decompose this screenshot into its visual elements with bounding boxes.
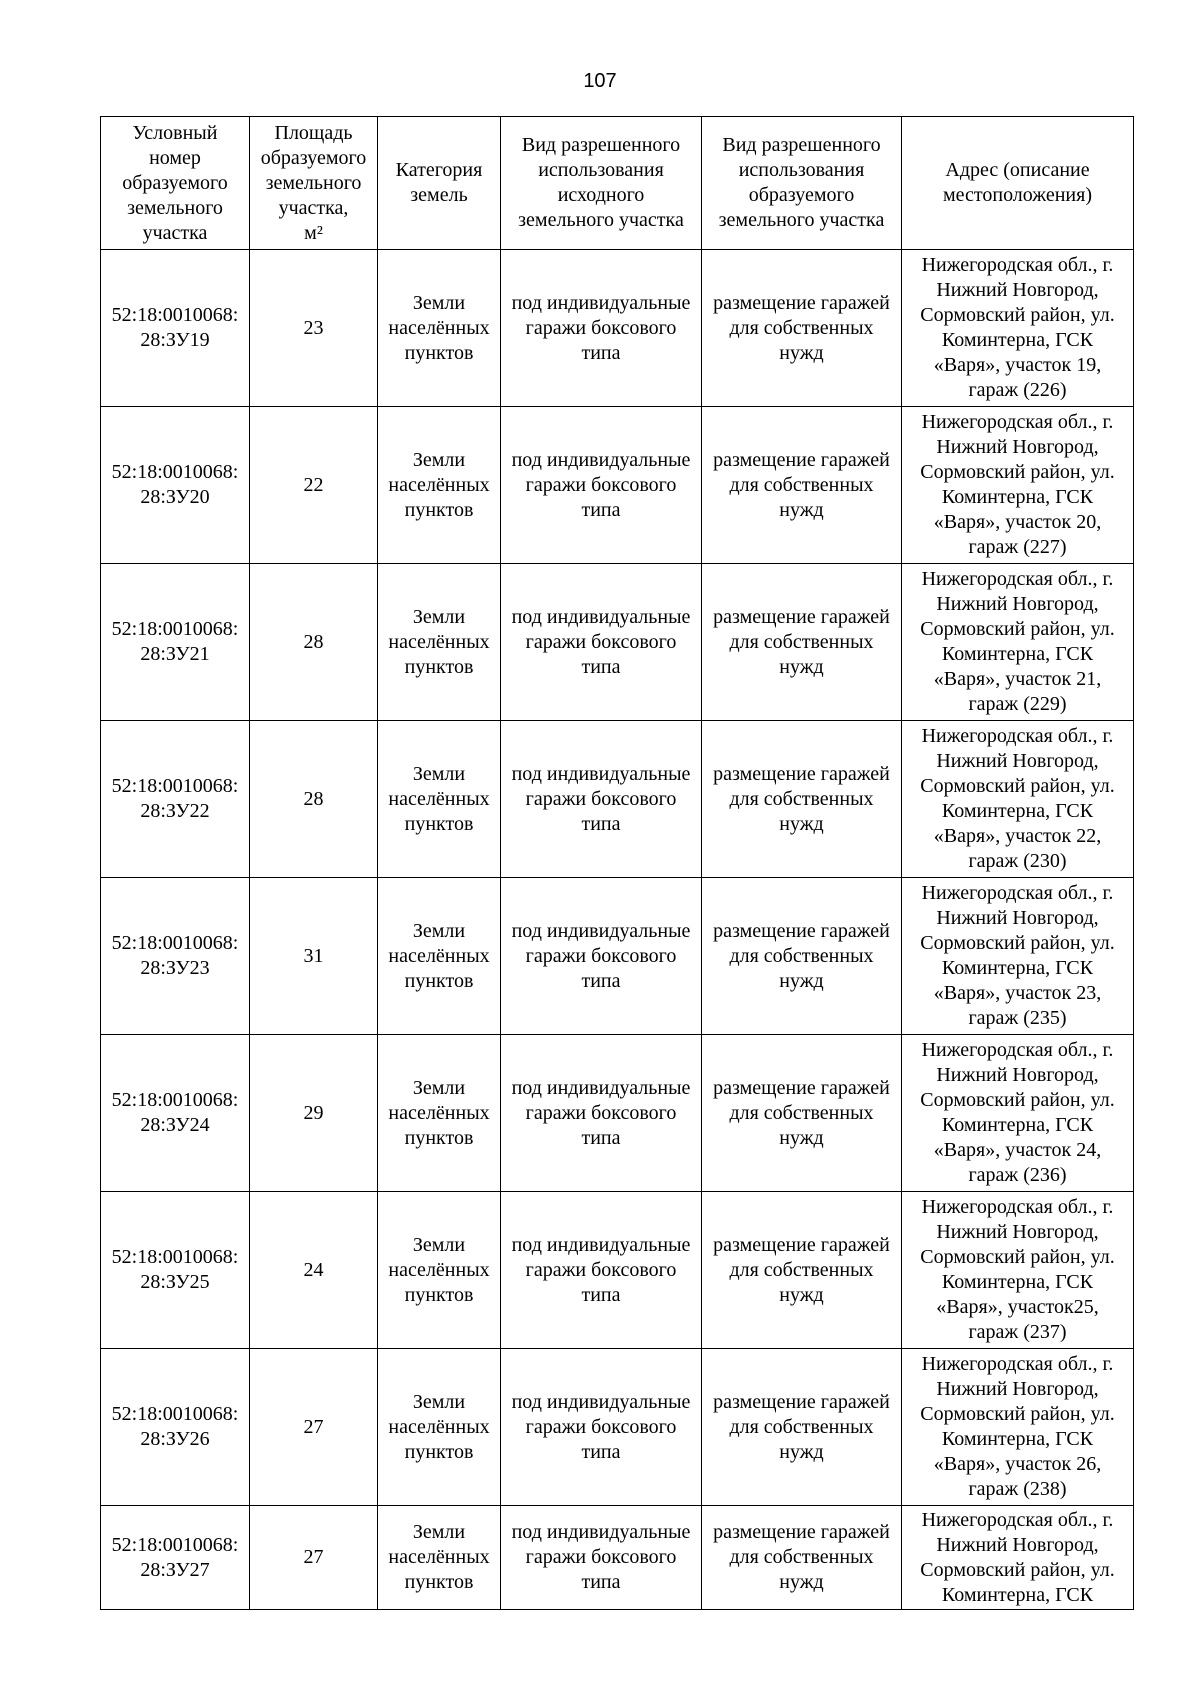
cell-line: 52:18:0010068:: [111, 618, 239, 640]
table-body: [101, 250, 1134, 1610]
cell-line: под индивидуальные: [511, 1521, 691, 1543]
cell-line: Сормовский район, ул.: [920, 304, 1115, 326]
cell-line: для собственных: [729, 1258, 874, 1281]
cell-line: нужд: [779, 341, 824, 364]
cell-line: Площадь: [274, 121, 353, 144]
area-cell: 27: [250, 1506, 378, 1610]
cell-line: Условный: [132, 121, 218, 144]
cell-line: Земли: [412, 1390, 466, 1413]
cell-line: «Варя», участок 21,: [933, 668, 1102, 690]
cell-line: нужд: [779, 498, 824, 521]
cell-line: Нижегородская обл., г.: [921, 1353, 1114, 1375]
cell-line: Коминтерна, ГСК: [941, 800, 1094, 822]
cell-line: 28:ЗУ26: [140, 1428, 210, 1450]
cell-line: 28:ЗУ21: [140, 643, 210, 665]
cell-line: гаражи боксового: [525, 1258, 677, 1281]
cell-line: для собственных: [729, 1546, 874, 1568]
source-permitted-use-cell: [501, 250, 702, 407]
cell-line: Земли: [412, 1521, 466, 1543]
cell-line: населённых: [388, 1101, 490, 1124]
target-permitted-use-cell: [702, 1506, 902, 1610]
cell-line: нужд: [779, 812, 824, 835]
address-cell: [902, 1035, 1134, 1192]
cell-line: гаражи боксового: [525, 787, 677, 810]
table-header-row: [101, 117, 1134, 250]
address-cell: [902, 564, 1134, 721]
cell-line: земельного участка: [718, 209, 885, 231]
cell-line: гараж (227): [968, 536, 1067, 558]
cell-line: пунктов: [404, 1440, 474, 1463]
plot-number-cell: [101, 564, 250, 721]
cell-line: типа: [581, 969, 621, 992]
cell-line: Земли: [412, 762, 466, 785]
header-source-permitted-use: [501, 117, 702, 250]
area-cell: 28: [250, 721, 378, 878]
cell-line: Сормовский район, ул.: [920, 1403, 1115, 1425]
cell-line: под индивидуальные: [511, 291, 691, 314]
cell-line: «Варя», участок 22,: [933, 825, 1102, 847]
cell-line: исходного: [557, 184, 645, 206]
cell-line: 28:ЗУ25: [140, 1271, 210, 1293]
cell-line: населённых: [388, 1258, 490, 1281]
cell-line: нужд: [779, 1571, 824, 1593]
cell-line: под индивидуальные: [511, 448, 691, 471]
cell-line: населённых: [388, 473, 490, 496]
plot-number-cell: [101, 721, 250, 878]
target-permitted-use-cell: [702, 721, 902, 878]
cell-line: размещение гаражей: [713, 1390, 890, 1413]
target-permitted-use-cell: [702, 878, 902, 1035]
cell-line: «Варя», участок 24,: [933, 1139, 1102, 1161]
cell-line: Нижегородская обл., г.: [921, 568, 1114, 590]
cell-line: Нижний Новгород,: [936, 1378, 1099, 1400]
plot-number-cell: [101, 250, 250, 407]
cell-line: Сормовский район, ул.: [920, 775, 1115, 797]
cell-line: под индивидуальные: [511, 1233, 691, 1256]
cell-line: гаражи боксового: [525, 1415, 677, 1438]
header-address: [902, 117, 1134, 250]
area-cell: 31: [250, 878, 378, 1035]
cell-line: населённых: [388, 944, 490, 967]
area-cell: 28: [250, 564, 378, 721]
address-cell: [902, 1192, 1134, 1349]
cell-line: под индивидуальные: [511, 762, 691, 785]
cell-line: типа: [581, 1283, 621, 1306]
cell-line: местоположения): [942, 184, 1092, 206]
land-category-cell: [378, 878, 501, 1035]
address-cell: [902, 250, 1134, 407]
source-permitted-use-cell: [501, 407, 702, 564]
cell-line: гаражи боксового: [525, 1546, 677, 1568]
cell-line: Вид разрешенного: [722, 134, 881, 156]
cell-line: населённых: [388, 630, 490, 653]
table-row: [101, 1035, 1134, 1192]
area-cell: 22: [250, 407, 378, 564]
cell-line: размещение гаражей: [713, 762, 890, 785]
cell-line: Нижегородская обл., г.: [921, 411, 1114, 433]
cell-line: м²: [304, 221, 323, 244]
cell-line: 52:18:0010068:: [111, 461, 239, 483]
source-permitted-use-cell: [501, 564, 702, 721]
table-row: [101, 407, 1134, 564]
cell-line: 28:ЗУ27: [140, 1558, 210, 1581]
cell-line: типа: [581, 655, 621, 678]
cell-line: «Варя», участок 23,: [933, 982, 1102, 1004]
address-cell: [902, 407, 1134, 564]
target-permitted-use-cell: [702, 1349, 902, 1506]
cell-line: для собственных: [729, 473, 874, 496]
cell-line: Коминтерна, ГСК: [941, 1271, 1094, 1293]
cell-line: Нижний Новгород,: [936, 1064, 1099, 1086]
cell-line: под индивидуальные: [511, 919, 691, 942]
table-row: [101, 1506, 1134, 1610]
table-row: [101, 878, 1134, 1035]
cell-line: размещение гаражей: [713, 605, 890, 628]
cell-line: 52:18:0010068:: [111, 304, 239, 326]
cell-line: размещение гаражей: [713, 448, 890, 471]
cell-line: типа: [581, 498, 621, 521]
area-cell: 27: [250, 1349, 378, 1506]
cell-line: земельного участка: [518, 209, 684, 231]
cell-line: Сормовский район, ул.: [920, 1089, 1115, 1111]
cell-line: «Варя», участок25,: [936, 1296, 1099, 1318]
cell-line: Сормовский район, ул.: [920, 461, 1115, 483]
cell-line: Сормовский район, ул.: [920, 618, 1115, 640]
cell-line: Нижний Новгород,: [936, 750, 1099, 772]
plot-number-cell: [101, 1035, 250, 1192]
cell-line: типа: [581, 1571, 621, 1593]
cell-line: населённых: [388, 1546, 490, 1568]
header-target-permitted-use: [702, 117, 902, 250]
plot-number-cell: [101, 407, 250, 564]
cell-line: 52:18:0010068:: [111, 775, 239, 797]
cell-line: 28:ЗУ20: [140, 486, 210, 508]
cell-line: земельного: [127, 196, 223, 219]
cell-line: земель: [410, 184, 468, 206]
cell-line: 28:ЗУ22: [140, 800, 210, 822]
cell-line: 52:18:0010068:: [111, 1403, 239, 1425]
cell-line: Земли: [412, 291, 466, 314]
cell-line: для собственных: [729, 1101, 874, 1124]
cell-line: пунктов: [404, 812, 474, 835]
cell-line: 52:18:0010068:: [111, 1246, 239, 1268]
cell-line: нужд: [779, 655, 824, 678]
address-cell: [902, 1349, 1134, 1506]
header-area: [250, 117, 378, 250]
cell-line: гаражи боксового: [525, 473, 677, 496]
cell-line: Земли: [412, 605, 466, 628]
table-row: [101, 250, 1134, 407]
address-cell: [902, 878, 1134, 1035]
cell-line: Нижегородская обл., г.: [921, 725, 1114, 747]
cell-line: «Варя», участок 26,: [933, 1453, 1102, 1475]
cell-line: Нижегородская обл., г.: [921, 254, 1114, 276]
address-cell: [902, 1506, 1134, 1610]
cell-line: образуемого: [260, 146, 367, 169]
cell-line: Земли: [412, 1233, 466, 1256]
cell-line: для собственных: [729, 630, 874, 653]
cell-line: земельного: [265, 171, 362, 194]
cell-line: для собственных: [729, 1415, 874, 1438]
header-land-category: [378, 117, 501, 250]
cell-line: гараж (230): [968, 850, 1067, 872]
cell-line: пунктов: [404, 341, 474, 364]
cell-line: типа: [581, 1440, 621, 1463]
land-category-cell: [378, 721, 501, 878]
cell-line: гаражи боксового: [525, 944, 677, 967]
plot-number-cell: [101, 1192, 250, 1349]
cell-line: Коминтерна, ГСК: [941, 329, 1094, 351]
cell-line: гаражи боксового: [525, 316, 677, 339]
cell-line: участка: [142, 221, 208, 244]
cell-line: 52:18:0010068:: [111, 1089, 239, 1111]
cell-line: для собственных: [729, 316, 874, 339]
cell-line: номер: [149, 146, 201, 169]
cell-line: Нижний Новгород,: [936, 907, 1099, 929]
cell-line: 52:18:0010068:: [111, 932, 239, 954]
cell-line: гараж (229): [968, 693, 1067, 715]
cell-line: размещение гаражей: [713, 1076, 890, 1099]
cell-line: Нижегородская обл., г.: [921, 882, 1114, 904]
cell-line: Нижний Новгород,: [936, 436, 1099, 458]
source-permitted-use-cell: [501, 1035, 702, 1192]
cell-line: Коминтерна, ГСК: [941, 957, 1094, 979]
cell-line: гараж (235): [968, 1007, 1067, 1029]
cell-line: пунктов: [404, 1126, 474, 1149]
cell-line: Коминтерна, ГСК: [941, 1114, 1094, 1136]
page-number: 107: [583, 70, 617, 92]
cell-line: пунктов: [404, 498, 474, 521]
cell-line: Нижний Новгород,: [936, 593, 1099, 615]
source-permitted-use-cell: [501, 1506, 702, 1610]
cell-line: нужд: [779, 1126, 824, 1149]
land-plots-table: [100, 116, 1134, 1610]
land-category-cell: [378, 250, 501, 407]
cell-line: Нижегородская обл., г.: [921, 1196, 1114, 1218]
source-permitted-use-cell: [501, 721, 702, 878]
source-permitted-use-cell: [501, 1192, 702, 1349]
cell-line: размещение гаражей: [713, 1233, 890, 1256]
cell-line: 28:ЗУ19: [140, 329, 210, 351]
source-permitted-use-cell: [501, 1349, 702, 1506]
target-permitted-use-cell: [702, 1035, 902, 1192]
cell-line: Сормовский район, ул.: [920, 1558, 1115, 1581]
cell-line: Категория: [395, 159, 483, 181]
cell-line: использования: [538, 159, 664, 181]
cell-line: гараж (238): [968, 1478, 1067, 1500]
cell-line: Сормовский район, ул.: [920, 932, 1115, 954]
cell-line: гараж (237): [968, 1321, 1067, 1343]
cell-line: Земли: [412, 448, 466, 471]
table-row: [101, 564, 1134, 721]
cell-line: размещение гаражей: [713, 919, 890, 942]
area-cell: 29: [250, 1035, 378, 1192]
cell-line: Коминтерна, ГСК: [941, 643, 1094, 665]
cell-line: типа: [581, 1126, 621, 1149]
cell-line: нужд: [779, 1440, 824, 1463]
cell-line: 28:ЗУ24: [140, 1114, 210, 1136]
cell-line: 52:18:0010068:: [111, 1533, 239, 1556]
cell-line: пунктов: [404, 1571, 474, 1593]
cell-line: Нижний Новгород,: [936, 1533, 1099, 1556]
cell-line: под индивидуальные: [511, 605, 691, 628]
cell-line: пунктов: [404, 655, 474, 678]
cell-line: «Варя», участок 20,: [933, 511, 1102, 533]
table-row: [101, 1192, 1134, 1349]
cell-line: Нижегородская обл., г.: [921, 1508, 1114, 1531]
header-plot-number: [101, 117, 250, 250]
plot-number-cell: [101, 1349, 250, 1506]
cell-line: для собственных: [729, 787, 874, 810]
cell-line: типа: [581, 341, 621, 364]
cell-line: гаражи боксового: [525, 630, 677, 653]
cell-line: Вид разрешенного: [521, 134, 681, 156]
area-cell: 23: [250, 250, 378, 407]
cell-line: под индивидуальные: [511, 1390, 691, 1413]
cell-line: Коминтерна, ГСК: [941, 1428, 1094, 1450]
cell-line: размещение гаражей: [713, 1521, 890, 1543]
source-permitted-use-cell: [501, 878, 702, 1035]
plot-number-cell: [101, 1506, 250, 1610]
table-row: [101, 721, 1134, 878]
cell-line: под индивидуальные: [511, 1076, 691, 1099]
cell-line: нужд: [779, 1283, 824, 1306]
cell-line: участка,: [278, 196, 349, 219]
land-category-cell: [378, 564, 501, 721]
cell-line: населённых: [388, 787, 490, 810]
cell-line: пунктов: [404, 1283, 474, 1306]
cell-line: населённых: [388, 1415, 490, 1438]
cell-line: Земли: [412, 919, 466, 942]
cell-line: пунктов: [404, 969, 474, 992]
table-row: [101, 1349, 1134, 1506]
cell-line: гараж (226): [968, 379, 1067, 401]
cell-line: нужд: [779, 969, 824, 992]
cell-line: Коминтерна, ГСК: [941, 1583, 1094, 1606]
land-category-cell: [378, 407, 501, 564]
cell-line: типа: [581, 812, 621, 835]
cell-line: Нижний Новгород,: [936, 279, 1099, 301]
cell-line: Адрес (описание: [945, 159, 1090, 181]
land-category-cell: [378, 1349, 501, 1506]
cell-line: для собственных: [729, 944, 874, 967]
cell-line: размещение гаражей: [713, 291, 890, 314]
cell-line: образуемого: [748, 184, 855, 206]
land-category-cell: [378, 1506, 501, 1610]
area-cell: 24: [250, 1192, 378, 1349]
cell-line: использования: [738, 159, 865, 181]
cell-line: гаражи боксового: [525, 1101, 677, 1124]
cell-line: Земли: [412, 1076, 466, 1099]
cell-line: 28:ЗУ23: [140, 957, 210, 979]
cell-line: Сормовский район, ул.: [920, 1246, 1115, 1268]
address-cell: [902, 721, 1134, 878]
cell-line: образуемого: [122, 171, 228, 194]
cell-line: населённых: [388, 316, 490, 339]
target-permitted-use-cell: [702, 250, 902, 407]
cell-line: гараж (236): [968, 1164, 1067, 1186]
land-category-cell: [378, 1035, 501, 1192]
cell-line: Нижний Новгород,: [936, 1221, 1099, 1243]
cell-line: «Варя», участок 19,: [933, 354, 1102, 376]
target-permitted-use-cell: [702, 407, 902, 564]
cell-line: Нижегородская обл., г.: [921, 1039, 1114, 1061]
plot-number-cell: [101, 878, 250, 1035]
cell-line: Коминтерна, ГСК: [941, 486, 1094, 508]
land-category-cell: [378, 1192, 501, 1349]
target-permitted-use-cell: [702, 564, 902, 721]
target-permitted-use-cell: [702, 1192, 902, 1349]
